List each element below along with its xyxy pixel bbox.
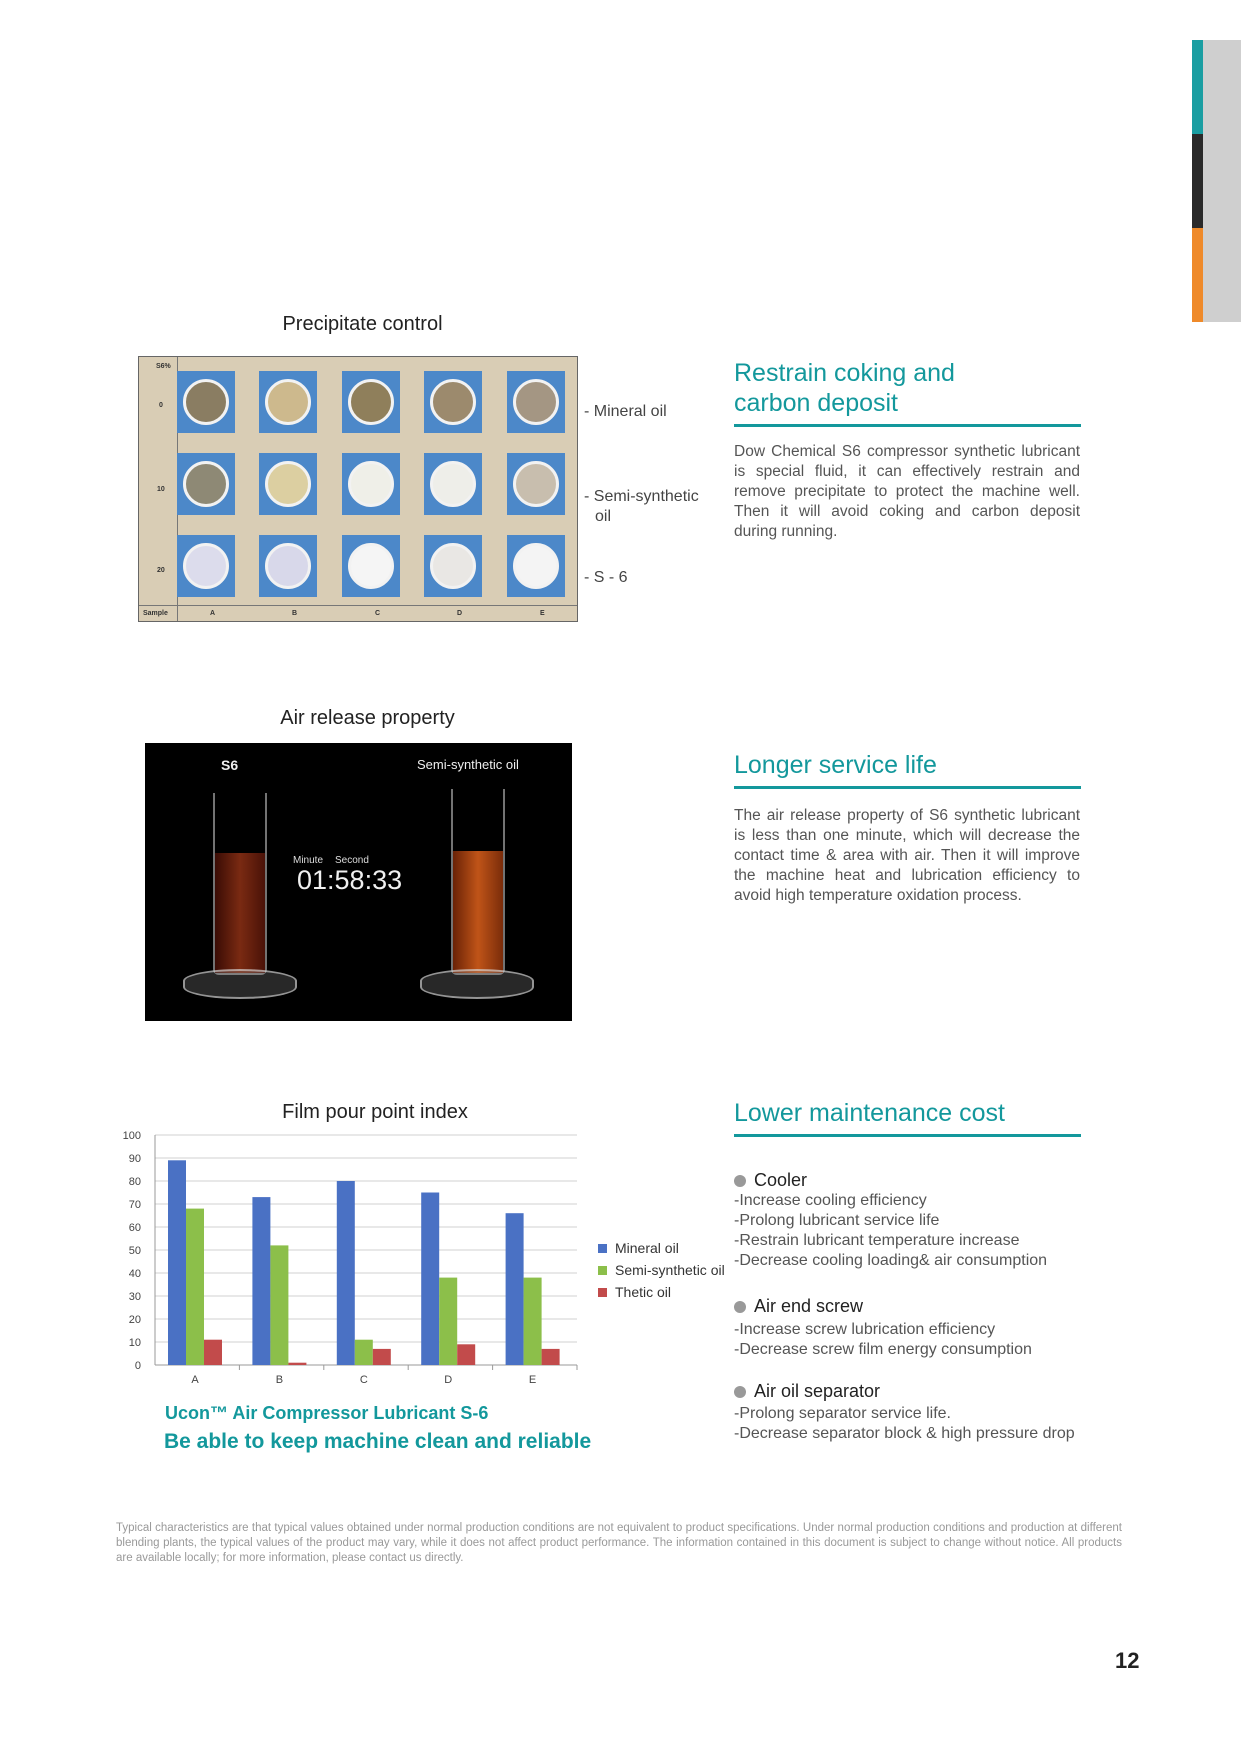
bullet-line: -Increase cooling efficiency (734, 1192, 927, 1209)
section-title-line: Restrain coking and (734, 359, 955, 387)
section-title-coking (734, 358, 1081, 427)
legend-label: Semi-synthetic oil (615, 1262, 725, 1278)
air-photo-right-label: Semi-synthetic oil (417, 757, 519, 772)
bar-semi-synthetic-oil (186, 1209, 204, 1365)
precip-cell (177, 371, 235, 433)
film-pour-point-chart (110, 1125, 590, 1395)
bar-thetic-oil (542, 1349, 560, 1365)
sidebar-dark-segment (1192, 134, 1203, 228)
bullet-dot (734, 1175, 746, 1187)
precip-col-label: E (540, 610, 545, 617)
section-title-line: carbon deposit (734, 389, 899, 417)
product-name: Ucon™ Air Compressor Lubricant S-6 (165, 1403, 489, 1423)
section-body-coking: Dow Chemical S6 compressor synthetic lubricant is special fluid, it can effectively restrain and remove precipitate to protect the machine well. Then it will avoid coking and carbon deposit during running. (734, 443, 1080, 540)
bullet-heading-text: Cooler (754, 1170, 808, 1190)
chart-title: Film pour point index (282, 1101, 468, 1123)
precip-col-label: B (292, 610, 298, 617)
sidebar-orange-segment (1192, 228, 1203, 322)
bar-thetic-oil (288, 1363, 306, 1365)
y-tick-label: 30 (128, 1291, 141, 1303)
cylinder-right-base (420, 969, 534, 999)
y-tick-label: 90 (128, 1153, 141, 1165)
bar-semi-synthetic-oil (524, 1278, 542, 1365)
cylinder-left-fluid (215, 853, 265, 973)
precip-dish (348, 461, 394, 507)
precip-col-label: C (375, 610, 381, 617)
bullet-heading-air-oil-separator (734, 1381, 880, 1402)
x-tick-label: C (359, 1374, 368, 1386)
precip-dish (183, 379, 229, 425)
bullet-heading-cooler (734, 1170, 807, 1191)
precip-dish (513, 543, 559, 589)
bullet-line: -Restrain lubricant temperature increase (734, 1232, 1020, 1249)
precip-dish (513, 461, 559, 507)
bar-mineral-oil (506, 1213, 524, 1365)
precip-cell (259, 371, 317, 433)
precip-row-label: 20 (157, 567, 165, 574)
x-tick-label: B (275, 1374, 284, 1386)
cylinder-left (213, 793, 267, 975)
precip-dish (513, 379, 559, 425)
bullet-line: -Decrease cooling loading& air consumption (734, 1252, 1048, 1269)
precip-col-label: A (210, 610, 216, 617)
y-tick-label: 20 (128, 1314, 141, 1326)
y-tick-label: 100 (122, 1130, 141, 1142)
timer-value: 01:58:33 (297, 865, 403, 895)
timer-minute-label: Minute (293, 855, 324, 866)
bullet-heading-text: Air oil separator (754, 1381, 881, 1401)
bar-thetic-oil (373, 1349, 391, 1365)
x-tick-label: D (444, 1374, 453, 1386)
bullet-line: -Decrease separator block & high pressure drop (734, 1425, 1075, 1442)
slogan: Be able to keep machine clean and reliable (164, 1430, 592, 1453)
disclaimer: Typical characteristics are that typical values obtained under normal production conditions are not equivalent to product specifications. Under normal production conditions and production at different blending plants, the typical values of the product may vary, while it does not affect product performance. The information contained in this document is subject to change without notice. All products are available locally; for more information, please contact us directly. (116, 1522, 1122, 1564)
precip-cell (259, 535, 317, 597)
y-tick-label: 40 (128, 1268, 141, 1280)
bullet-heading-text: Air end screw (754, 1296, 864, 1316)
bar-semi-synthetic-oil (355, 1340, 373, 1365)
precip-cell (342, 371, 400, 433)
bullet-line: -Prolong lubricant service life (734, 1212, 940, 1229)
page-number: 12 (1115, 1648, 1140, 1673)
legend-swatch (598, 1266, 607, 1275)
bar-mineral-oil (252, 1197, 270, 1365)
y-tick-label: 80 (128, 1176, 141, 1188)
precip-dish (183, 461, 229, 507)
precip-cell (342, 535, 400, 597)
section-title-maintenance: Lower maintenance cost (734, 1098, 1081, 1137)
cylinder-left-base (183, 969, 297, 999)
y-tick-label: 10 (128, 1337, 141, 1349)
precip-cell (507, 535, 565, 597)
precip-cell (177, 453, 235, 515)
bar-thetic-oil (204, 1340, 222, 1365)
precip-dish (348, 543, 394, 589)
precipitate-title: Precipitate control (282, 313, 443, 335)
sidebar-teal-segment (1192, 40, 1203, 134)
section-body-service-life: The air release property of S6 synthetic lubricant is less than one minute, which will decrease the contact time & area with air. Then it will improve the machine heat and lubrication efficiency to avoid high temperature oxidation process. (734, 807, 1080, 904)
precip-dish (430, 461, 476, 507)
bar-mineral-oil (168, 1160, 186, 1365)
y-tick-label: 0 (134, 1360, 141, 1372)
precip-row-label: 0 (159, 402, 163, 409)
precipitate-image (138, 356, 578, 622)
precip-dish (265, 543, 311, 589)
bar-semi-synthetic-oil (439, 1278, 457, 1365)
oil-label-semi: - Semi-synthetic (584, 488, 699, 505)
precip-col-label: D (457, 610, 463, 617)
legend-item (598, 1240, 679, 1256)
precip-cell (342, 453, 400, 515)
precip-cell (424, 453, 482, 515)
legend-label: Mineral oil (615, 1240, 679, 1256)
bullet-dot (734, 1386, 746, 1398)
precip-cell (424, 371, 482, 433)
bullet-heading-air-end-screw (734, 1296, 863, 1317)
air-release-title: Air release property (280, 707, 455, 729)
precip-cell (259, 453, 317, 515)
bar-thetic-oil (457, 1344, 475, 1365)
bullet-line: -Increase screw lubrication efficiency (734, 1321, 996, 1338)
precip-cell (507, 371, 565, 433)
oil-label-semi-cont: oil (595, 508, 612, 525)
precip-cell (507, 453, 565, 515)
precip-dish (265, 461, 311, 507)
precip-dish (348, 379, 394, 425)
bar-semi-synthetic-oil (270, 1245, 288, 1365)
legend-item (598, 1284, 671, 1300)
precip-sample-label: Sample (143, 610, 168, 617)
x-tick-label: A (191, 1374, 199, 1386)
cylinder-right-fluid (453, 851, 503, 973)
precip-grid-line (139, 605, 577, 606)
timer-second-label: Second (335, 855, 369, 866)
bullet-line: -Decrease screw film energy consumption (734, 1341, 1032, 1358)
oil-label-mineral: - Mineral oil (584, 403, 667, 420)
y-tick-label: 50 (128, 1245, 141, 1257)
precip-dish (265, 379, 311, 425)
section-title-service-life: Longer service life (734, 750, 1081, 789)
legend-swatch (598, 1244, 607, 1253)
y-tick-label: 60 (128, 1222, 141, 1234)
legend-item (598, 1262, 725, 1278)
oil-label-s6: - S - 6 (584, 569, 628, 586)
bar-mineral-oil (421, 1193, 439, 1366)
sidebar-gray-segment (1203, 40, 1241, 322)
precip-corner-label: S6% (156, 363, 171, 370)
air-photo-left-label: S6 (221, 757, 239, 773)
bullet-line: -Prolong separator service life. (734, 1405, 951, 1422)
x-tick-label: E (528, 1374, 537, 1386)
legend-swatch (598, 1288, 607, 1297)
precip-dish (183, 543, 229, 589)
bullet-dot (734, 1301, 746, 1313)
bar-mineral-oil (337, 1181, 355, 1365)
y-tick-label: 70 (128, 1199, 141, 1211)
cylinder-right (451, 789, 505, 975)
precip-dish (430, 543, 476, 589)
precip-cell (177, 535, 235, 597)
precip-dish (430, 379, 476, 425)
precip-cell (424, 535, 482, 597)
precip-row-label: 10 (157, 486, 165, 493)
air-release-photo (145, 743, 572, 1021)
legend-label: Thetic oil (615, 1284, 672, 1300)
